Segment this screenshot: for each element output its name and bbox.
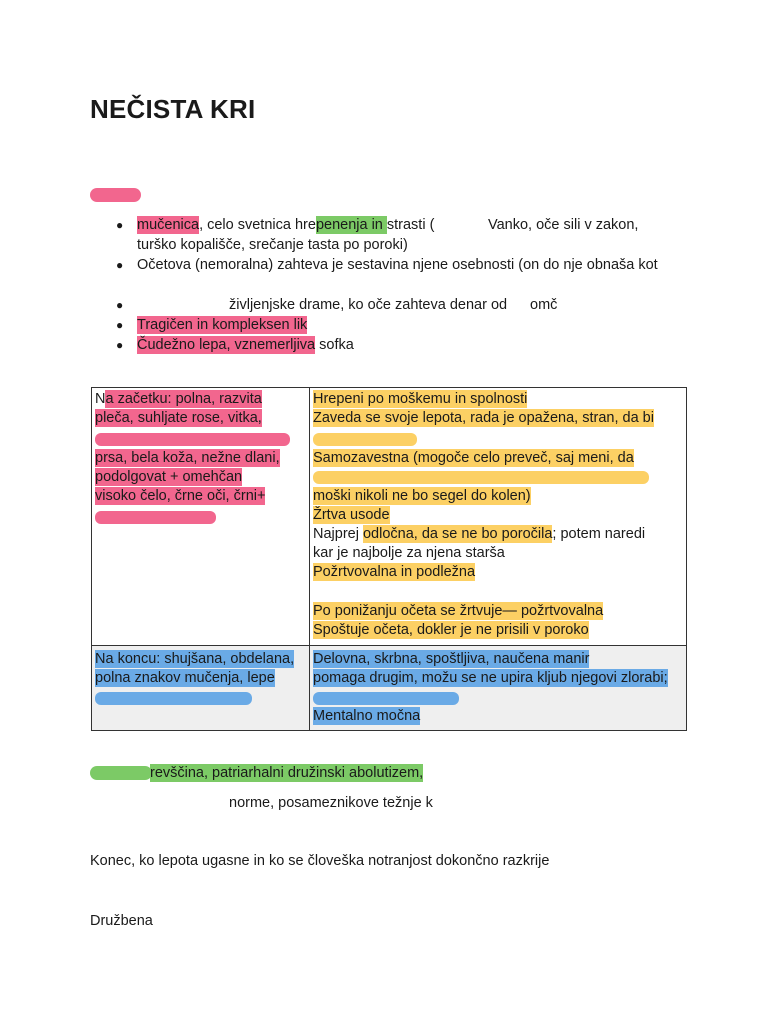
table-cell-end-character: Delovna, skrbna, spoštljiva, naučena manir pomaga drugim, možu se ne upira kljub njegovi zlorabi; Mentalno močna [310,646,687,731]
green-highlight-mark [90,766,152,780]
character-table [91,387,687,731]
norms-line: norme, posameznikove težnje k [229,795,433,811]
yellow-highlight-mark [313,433,417,446]
page-title: NEČISTA KRI [90,94,256,124]
bullet-dot: ● [116,298,124,312]
blue-highlight-mark [313,692,459,705]
bullet-item-1: mučenica, celo svetnica hrepenenja in strasti ( [137,217,435,233]
yellow-highlight-mark [313,471,649,484]
blue-highlight-mark [95,692,252,705]
bullet-dot: ● [116,218,124,232]
bullet-dot: ● [116,318,124,332]
section-label: Družbena [90,913,153,929]
bullet-dot: ● [116,258,124,272]
pink-highlight-mark [95,433,290,446]
bullet-item-1-line2: turško kopališče, srečanje tasta po poroki) [137,237,408,253]
ending-line: Konec, ko lepota ugasne in ko se človeška notranjost dokončno razkrije [90,853,550,869]
pink-highlight-mark [90,188,141,202]
bullet-item-1-continued: Vanko, oče sili v zakon, [488,217,639,233]
table-cell-end-appearance: Na koncu: shujšana, obdelana, polna znakov mučenja, lepe [92,646,310,731]
bullet-item-4: Tragičen in kompleksen lik [137,317,308,333]
bullet-item-2: Očetova (nemoralna) zahteva je sestavina njene osebnosti (on do nje obnaša kot [137,257,658,273]
bullet-dot: ● [116,338,124,352]
table-cell-start-appearance: Na začetku: polna, razvita pleča, suhljate rose, vitka, prsa, bela koža, nežne dlani, podolgovat + omehčan visoko čelo, črne oči, črni+ [92,388,310,646]
pink-highlight-mark [95,511,216,524]
bullet-item-3: življenjske drame, ko oče zahteva denar od [229,297,508,313]
bullet-item-3-end: omč [530,297,558,313]
society-line: revščina, patriarhalni družinski abolutizem, [150,765,424,781]
bullet-item-5: Čudežno lepa, vznemerljiva sofka [137,337,354,353]
table-cell-start-character: Hrepeni po moškemu in spolnosti Zaveda se svoje lepota, rada je opažena, stran, da bi Samozavestna (mogoče celo preveč, saj meni, da moški nikoli ne bo segel do kolen) Žrtva usode Najprej odločna, da se ne bo poročila; potem naredi kar je najbolje za njena starša Požrtvovalna in podležna Po ponižanju očeta se žrtvuje— požrtvovalna Spoštuje očeta, dokler je ne prisili v poroko [310,388,687,646]
